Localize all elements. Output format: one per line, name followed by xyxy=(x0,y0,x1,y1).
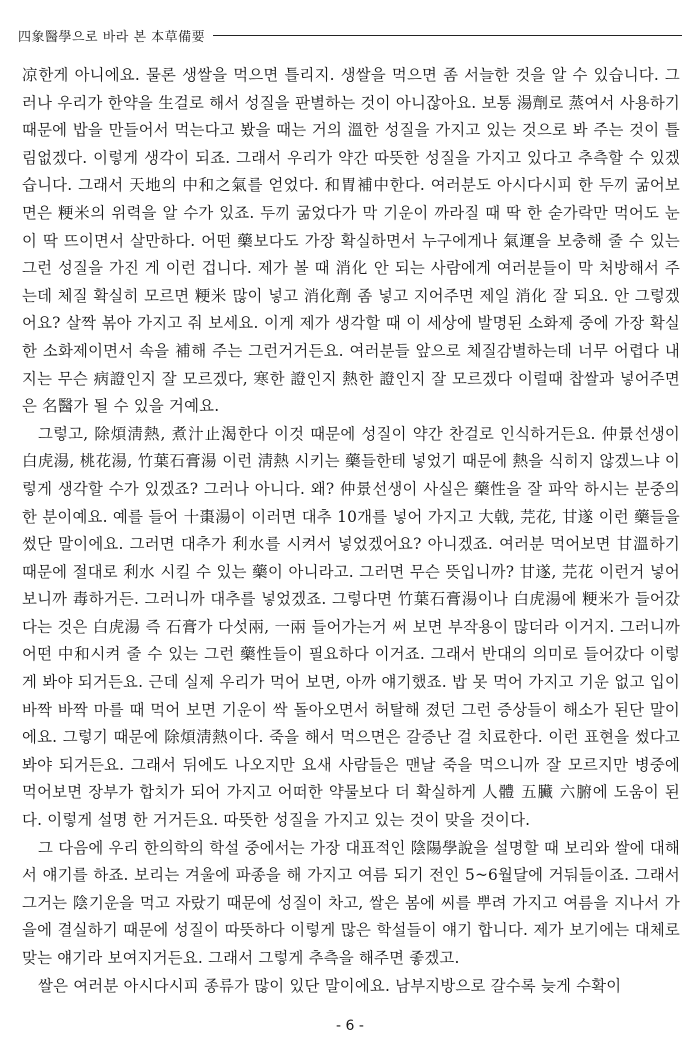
header-title: 四象醫學으로 바라 본 本草備要 xyxy=(18,29,206,45)
running-header xyxy=(18,22,682,48)
paragraph-3: 그 다음에 우리 한의학의 학설 중에서는 가장 대표적인 陰陽學說을 설명할 때 보리와 쌀에 대해서 얘기를 하죠. 보리는 겨울에 파종을 해 가지고 여름 되기 전인 5~6월달에 거둬들이죠. 그래서 그거는 陰기운을 먹고 자랐기 때문에 성질이 차고, 쌀은 봄에 씨를 뿌려 가지고 여름을 지나서 가을에 결실하기 때문에 성질이 따뜻하다 이렇게 많은 학설들이 얘기 합니다. 제가 보기에는 대체로 맞는 얘기라 보여지거든요. 그래서 그렇게 추측을 해주면 좋겠고. xyxy=(22,838,680,967)
page-body xyxy=(22,62,680,1000)
paragraph-1: 凉한게 아니에요. 물론 생쌀을 먹으면 틀리지. 생쌀을 먹으면 좀 서늘한 것을 알 수 있습니다. 그러나 우리가 한약을 生걸로 해서 성질을 판별하는 것이 아니잖아요. 보통 湯劑로 蒸여서 사용하기 때문에 밥을 만들어서 먹는다고 봤을 때는 거의 溫한 성질을 가지고 있는 것으로 봐 주는 것이 틀림없겠다. 이렇게 생각이 되죠. 그래서 우리가 약간 따뜻한 성질을 가지고 있다고 추측할 수 있겠습니다. 그래서 天地의 中和之氣를 얻었다. 和胃補中한다. 여러분도 아시다시피 한 두끼 굶어보면은 粳米의 위력을 알 수가 있죠. 두끼 굶었다가 막 기운이 까라질 때 딱 한 숟가락만 먹어도 눈이 딱 뜨이면서 살만하다. 어떤 藥보다도 가장 확실하면서 누구에게나 氣運을 보충해 줄 수 있는 그런 성질을 가진 게 이런 겁니다. 제가 볼 때 消化 안 되는 사람에게 여러분들이 막 처방해서 주는데 체질 확실히 모르면 粳米 많이 넣고 消化劑 좀 넣고 지어주면 제일 消化 잘 되요. 안 그렇겠어요? 살짝 볶아 가지고 줘 보세요. 이게 제가 생각할 때 이 세상에 발명된 소화제 중에 가장 확실한 소화제이면서 속을 補해 주는 그런거거든요. 여러분들 앞으로 체질감별하는데 너무 어렵다 내지는 무슨 病證인지 잘 모르겠다, 寒한 證인지 熱한 證인지 잘 모르겠다 이럴때 찹쌀과 넣어주면은 名醫가 될 수 있을 거예요. xyxy=(22,66,680,416)
paragraph-4: 쌀은 여러분 아시다시피 종류가 많이 있단 말이에요. 남부지방으로 갈수록 늦게 수확이 xyxy=(38,976,622,995)
paragraph-2: 그렇고, 除煩淸熱, 煮汁止渴한다 이것 때문에 성질이 약간 찬걸로 인식하거든요. 仲景선생이 白虎湯, 桃花湯, 竹葉石膏湯 이런 淸熱 시키는 藥들한테 넣었기 때문에 熱을 식히지 않겠느냐 이렇게 생각할 수가 있겠죠? 그러나 아니다. 왜? 仲景선생이 사실은 藥性을 잘 파악 하시는 분중의 한 분이예요. 예를 들어 十棗湯이 이러면 대추 10개를 넣어 가지고 大戟, 芫花, 甘遂 이런 藥들을 썼단 말이에요. 그러면 대추가 利水를 시켜서 넣었겠어요? 아니겠죠. 여러분 먹어보면 甘溫하기 때문에 절대로 利水 시킬 수 있는 藥이 아니라고. 그러면 무슨 뜻입니까? 甘遂, 芫花 이런거 넣어보니까 毒하거든. 그러니까 대추를 넣었겠죠. 그렇다면 竹葉石膏湯이나 白虎湯에 粳米가 들어갔다는 것은 白虎湯 즉 石膏가 다섯兩, 一兩 들어가는거 써 보면 부작용이 많더라 이거지. 그러니까 어떤 中和시켜 줄 수 있는 그런 藥性들이 필요하다 이거죠. 그래서 반대의 의미로 들어갔다 이렇게 봐야 되거든요. 근데 실제 우리가 먹어 보면, 아까 얘기했죠. 밥 못 먹어 가지고 기운 없고 입이 바짝 바짝 마를 때 먹어 보면 기운이 싹 돌아오면서 허탈해 졌던 그런 증상들이 해소가 된단 말이에요. 그렇기 때문에 除煩淸熱이다. 죽을 해서 먹으면은 갈증난 걸 치료한다. 이런 표현을 썼다고 봐야 되거든요. 그래서 뒤에도 나오지만 요새 사람들은 맨날 죽을 먹으니까 잘 모르지만 병중에 먹어보면 장부가 합치가 되어 가지고 어떠한 약물보다 더 확실하게 人體 五臟 六腑에 도움이 된다. 이렇게 설명 한 거거든요. 따뜻한 성질을 가지고 있는 것이 맞을 것이다. xyxy=(22,424,680,830)
header-rule xyxy=(213,35,682,36)
page-number: - 6 - xyxy=(336,1018,364,1034)
